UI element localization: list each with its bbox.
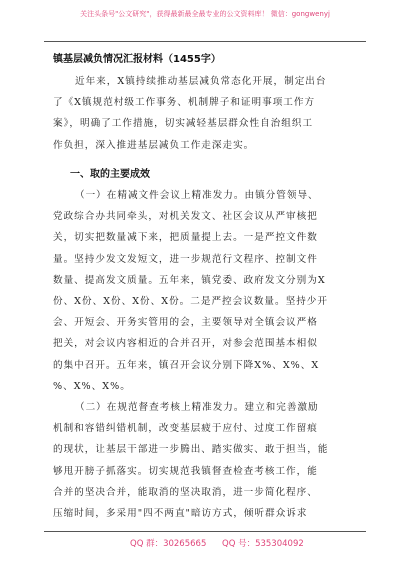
paragraph-line: 党政综合办共同牵头，对机关发文、社区会议从严审核把 [53,211,318,223]
header-rule [44,41,366,42]
paragraph-line: 压缩时间，多采用"四不两直"暗访方式，倾听群众诉求 [53,508,308,520]
header-banner: 关注头条号"公文研究"，获得最新最全最专业的公文资料库！ 微信：gongwenyj [80,10,330,18]
paragraph-line: 份、X份、X份、X份、X份。二是严控会议数量。坚持少开 [53,296,328,308]
paragraph-line: 合并的坚决合并，能取消的坚决取消，进一步简化程序、 [53,486,318,498]
section-heading: 一、取的主要成效 [70,169,150,180]
paragraph-2 [53,397,358,524]
paragraph-line: %、X%、X%。 [53,380,131,392]
paragraph-line: 量。坚持少发文发短文，进一步规范行文程序、控制文件 [53,253,318,265]
paragraph-line: （二）在规范督查考核上精准发力。建立和完善激励 [75,402,319,413]
paragraph-line: 数量、提高发文质量。五年来，镇党委、政府发文分别为X [53,274,326,286]
paragraph-line: （一）在精减文件会议上精准发力。由镇分管领导、 [75,190,319,201]
paragraph-line: 机制和容错纠错机制，改变基层疲于应付、过度工作留痕 [53,423,318,435]
footer-rule [44,531,366,532]
paragraph-line: 的集中召开。五年来，镇召开会议分别下降X%、X%、X [53,359,320,371]
footer-qq-group: QQ 群：30265665 [130,539,207,549]
intro-line: 作负担，深入推进基层减负工作走深走实。 [53,139,255,151]
intro-paragraph [53,71,358,156]
document-title: 镇基层减负情况汇报材料（1455字） [53,54,221,65]
paragraph-line: 关，切实把数量减下来，把质量提上去。一是严控文件数 [53,232,318,244]
paragraph-line: 把关，对会议内容相近的合并召开，对参会范围基本相似 [53,338,318,350]
intro-line: 案》，明确了工作措施，切实减轻基层群众性自治组织工 [53,118,314,130]
footer-qq-number: QQ 号：535304092 [222,539,304,549]
paragraph-line: 的现状，让基层干部进一步腾出、踏实做实、敢于担当，能 [53,444,329,456]
paragraph-1 [53,185,358,397]
intro-line: 近年来，X镇持续推动基层减负常态化开展，制定出台 [75,76,327,87]
paragraph-line: 会、开短会、开务实管用的会，主要领导对全镇会议严格 [53,317,318,329]
intro-line: 了《X镇规范村级工作事务、机制牌子和证明事项工作方 [53,97,316,109]
paragraph-line: 够甩开膀子抓落实。切实规范我镇督查检查考核工作，能 [53,465,318,477]
